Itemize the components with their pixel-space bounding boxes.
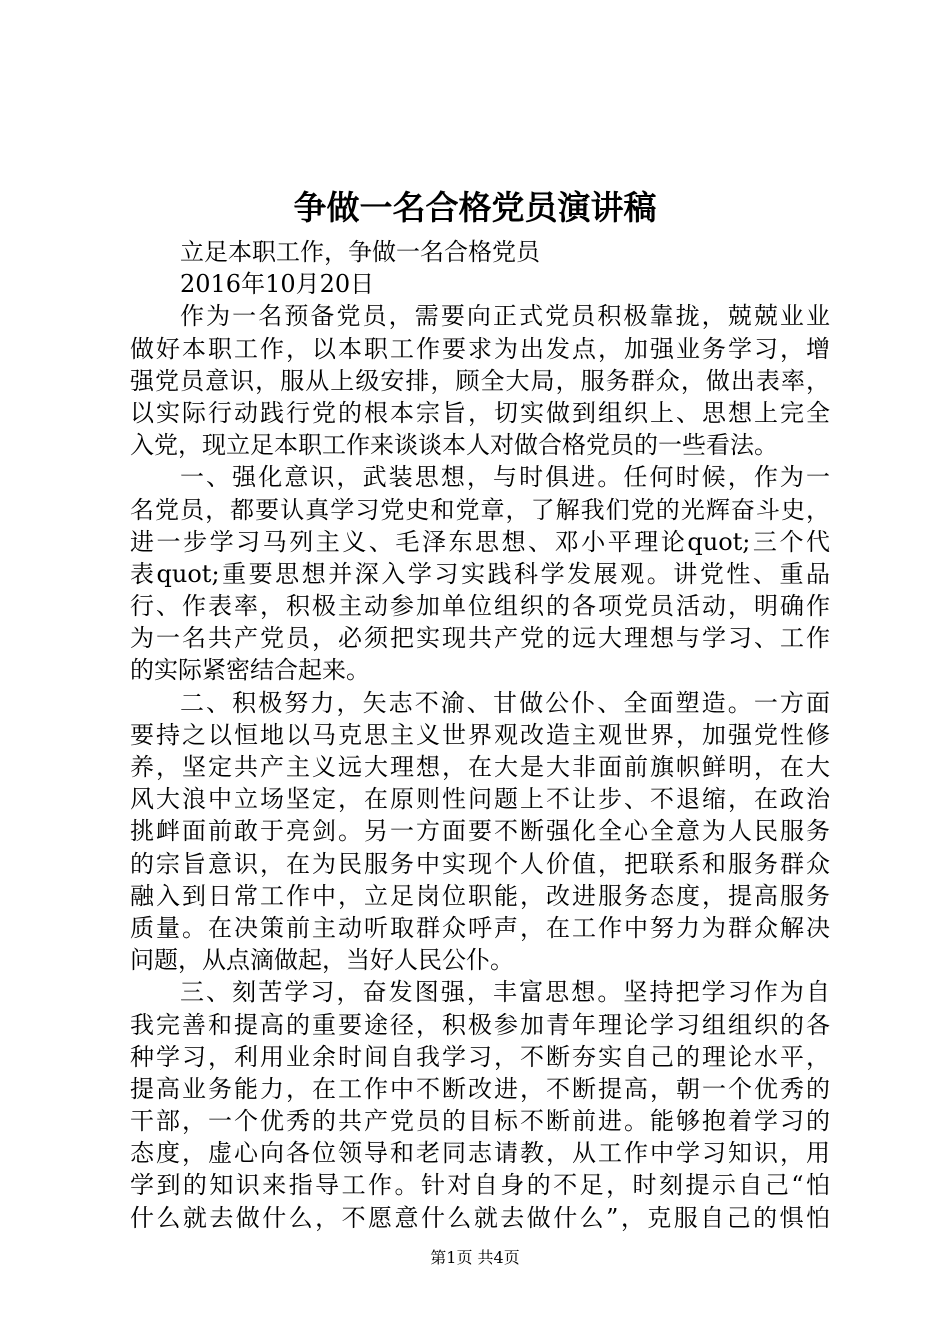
paragraph-line: 以实际行动践行党的根本宗旨，切实做到组织上、思想上完全 bbox=[130, 398, 830, 427]
paragraph-line: 二、积极努力，矢志不渝、甘做公仆、全面塑造。一方面 bbox=[180, 688, 830, 717]
paragraph-line: 风大浪中立场坚定，在原则性问题上不让步、不退缩，在政治 bbox=[130, 785, 830, 814]
paragraph-line: 干部，一个优秀的共产党员的目标不断前进。能够抱着学习的 bbox=[130, 1107, 830, 1136]
paragraph-line: 为一名共产党员，必须把实现共产党的远大理想与学习、工作 bbox=[130, 624, 830, 653]
paragraph-line: 作为一名预备党员，需要向正式党员积极靠拢，兢兢业业 bbox=[180, 302, 830, 331]
paragraph-line: 一、强化意识，武装思想，与时俱进。任何时候，作为一 bbox=[180, 463, 830, 492]
paragraph-line: 融入到日常工作中，立足岗位职能，改进服务态度，提高服务 bbox=[130, 881, 830, 910]
document-body bbox=[130, 236, 830, 1234]
page-footer: 第1页 共4页 bbox=[430, 1248, 520, 1267]
paragraph-line: 提高业务能力，在工作中不断改进，不断提高，朝一个优秀的 bbox=[130, 1074, 830, 1103]
document-date: 2016年10月20日 bbox=[180, 270, 375, 299]
paragraph-line: 表quot;重要思想并深入学习实践科学发展观。讲党性、重品 bbox=[130, 559, 830, 588]
paragraph-line: 学到的知识来指导工作。针对自身的不足，时刻提示自己“怕 bbox=[130, 1171, 830, 1200]
paragraph-line: 名党员，都要认真学习党史和党章，了解我们党的光辉奋斗史， bbox=[130, 495, 830, 524]
paragraph-line: 的实际紧密结合起来。 bbox=[130, 656, 370, 685]
paragraph-line: 三、刻苦学习，奋发图强，丰富思想。坚持把学习作为自 bbox=[180, 978, 830, 1007]
paragraph-line: 什么就去做什么，不愿意什么就去做什么”，克服自己的惧怕 bbox=[130, 1203, 830, 1232]
paragraph-line: 强党员意识，服从上级安排，顾全大局，服务群众，做出表率， bbox=[130, 366, 830, 395]
paragraph-line: 行、作表率，积极主动参加单位组织的各项党员活动，明确作 bbox=[130, 592, 830, 621]
paragraph-line: 质量。在决策前主动听取群众呼声，在工作中努力为群众解决 bbox=[130, 913, 830, 942]
paragraph-line: 进一步学习马列主义、毛泽东思想、邓小平理论quot;三个代 bbox=[130, 527, 830, 556]
paragraph-line: 我完善和提高的重要途径，积极参加青年理论学习组组织的各 bbox=[130, 1010, 830, 1039]
paragraph-line: 挑衅面前敢于亮剑。另一方面要不断强化全心全意为人民服务 bbox=[130, 817, 830, 846]
paragraph-line: 态度，虚心向各位领导和老同志请教，从工作中学习知识，用 bbox=[130, 1139, 830, 1168]
paragraph-line: 种学习，利用业余时间自我学习，不断夯实自己的理论水平， bbox=[130, 1042, 830, 1071]
document-subtitle: 立足本职工作，争做一名合格党员 bbox=[180, 238, 540, 266]
paragraph-line: 要持之以恒地以马克思主义世界观改造主观世界，加强党性修 bbox=[130, 720, 830, 749]
paragraph-line: 问题，从点滴做起，当好人民公仆。 bbox=[130, 946, 514, 975]
paragraph-line: 入党，现立足本职工作来谈谈本人对做合格党员的一些看法。 bbox=[130, 431, 778, 460]
paragraph-line: 的宗旨意识，在为民服务中实现个人价值，把联系和服务群众 bbox=[130, 849, 830, 878]
document-title: 争做一名合格党员演讲稿 bbox=[293, 188, 657, 227]
paragraph-line: 养，坚定共产主义远大理想，在大是大非面前旗帜鲜明，在大 bbox=[130, 753, 830, 781]
paragraph-line: 做好本职工作，以本职工作要求为出发点，加强业务学习，增 bbox=[130, 334, 830, 363]
